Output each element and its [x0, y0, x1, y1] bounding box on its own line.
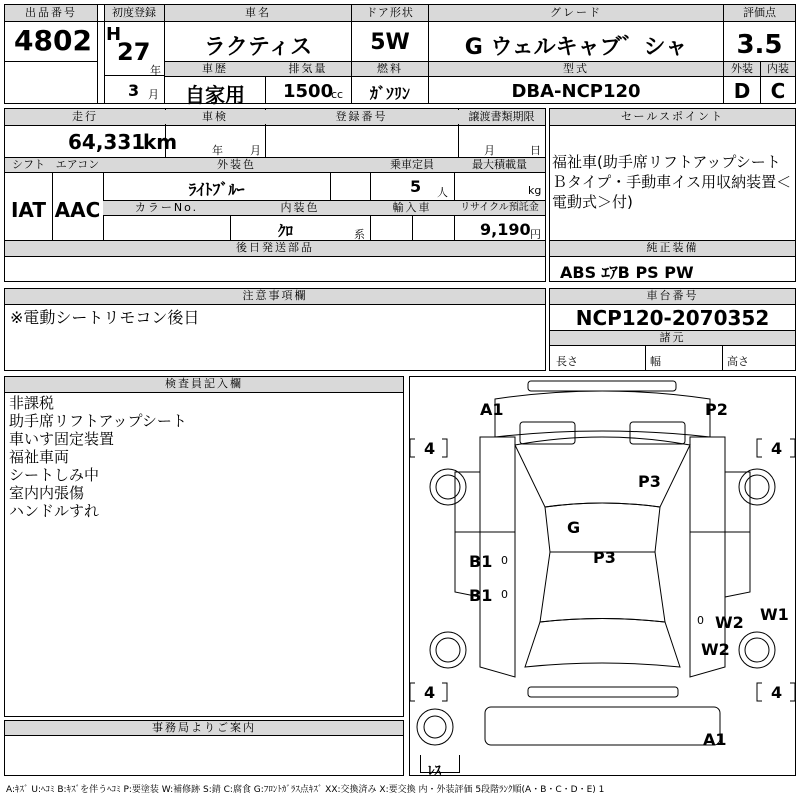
interior-color: ｸﾛ	[278, 222, 294, 240]
sales-label: セールスポイント	[550, 110, 795, 124]
office-label: 事務局よりご案内	[5, 721, 403, 735]
damage-diagram	[409, 376, 796, 779]
tire-front-left: 4	[424, 439, 436, 458]
mark-0-b: 0	[501, 588, 508, 601]
later-parts-label: 後日発送部品	[5, 241, 545, 255]
mark-0-c: 0	[697, 614, 704, 627]
recycle-label: リサイクル預託金	[454, 201, 545, 215]
fuel: ｶﾞｿﾘﾝ	[369, 84, 410, 103]
legend: A:ｷｽﾞ U:ﾍｺﾐ B:ｷｽﾞを伴うﾍｺﾐ P:要塗装 W:補修跡 S:錆 C:腐食 G:ﾌﾛﾝﾄｶﾞﾗｽ点ｷｽﾞ XX:交換済み X:要交換 内・外装評価 5段階ﾗﾝｸ順(A・B・C・D・E) 1	[6, 785, 605, 795]
color-label: 外装色	[103, 158, 370, 172]
door-label: ドア形状	[352, 6, 428, 20]
grade: G ウェルキャブ゛シャ	[464, 35, 688, 60]
transfer-label: 譲渡書類期限	[458, 110, 545, 124]
ext-label: 外装	[724, 62, 760, 76]
door-type: 5W	[370, 30, 410, 55]
lot-number: 4802	[14, 24, 92, 57]
sales-point-text: 福祉車(助手席リフトアップシートＢタイプ・手動車イス用収納装置＜電動式＞付)	[552, 153, 792, 211]
seats: 5	[410, 177, 422, 196]
int-color-unit: 系	[354, 228, 365, 241]
recycle-fee: 9,190	[480, 220, 531, 239]
score: 3.5	[736, 30, 783, 60]
inspection-label: 車検	[165, 110, 265, 124]
mark-g: G	[567, 518, 581, 537]
cc-unit: cc	[331, 88, 344, 101]
inspection-month-unit: 月	[250, 144, 261, 157]
mileage-label: 走行	[5, 110, 165, 124]
tire-rear-right: 4	[771, 683, 783, 702]
model-label: 型式	[429, 62, 723, 76]
score-label: 評価点	[724, 6, 795, 20]
spare-bracket	[420, 755, 460, 773]
shift: IAT	[10, 198, 46, 222]
mark-b1-front: B1	[469, 552, 493, 571]
lot-label: 出品番号	[5, 6, 97, 20]
inspector-label: 検査員記入欄	[5, 377, 403, 391]
month-unit: 月	[148, 88, 159, 101]
mark-a1-rear: A1	[703, 730, 727, 749]
length-label: 長さ	[556, 355, 578, 368]
attention-label: 注意事項欄	[5, 289, 545, 303]
mark-w2-right: W2	[715, 613, 744, 632]
history-label: 車歴	[165, 62, 265, 76]
mark-w2-rear: W2	[701, 640, 730, 659]
mark-p3-roof: P3	[593, 548, 616, 567]
mark-0-a: 0	[501, 554, 508, 567]
mark-w1: W1	[760, 605, 789, 624]
equipment-label: 純正装備	[550, 241, 795, 255]
regno-label: 登録番号	[265, 110, 458, 124]
first-reg-year: 27	[117, 38, 151, 66]
ac: AAC	[54, 198, 101, 222]
inspector-notes: 非課税 助手席リフトアップシート 車いす固定装置 福祉車両 シートしみ中 室内内張傷 ハンドルすれ	[9, 394, 187, 520]
seats-label: 乗車定員	[370, 158, 454, 172]
mileage: 64,331	[68, 130, 146, 154]
width-label: 幅	[650, 355, 661, 368]
ext-score: D	[733, 79, 751, 103]
ac-label: エアコン	[52, 158, 103, 172]
transfer-day-unit: 日	[530, 144, 541, 157]
shift-label: シフト	[5, 158, 52, 172]
seats-unit: 人	[437, 186, 448, 199]
tire-front-right: 4	[771, 439, 783, 458]
history: 自家用	[185, 83, 245, 107]
km-unit: km	[143, 130, 178, 154]
car-outline	[410, 377, 795, 775]
mark-p3-hood: P3	[638, 472, 661, 491]
load-label: 最大積載量	[454, 158, 545, 172]
int-label: 内装	[761, 62, 795, 76]
mark-b1-rear: B1	[469, 586, 493, 605]
model: DBA-NCP120	[511, 81, 641, 102]
spare-tire-label: ﾚｽ	[428, 764, 441, 779]
equipment: ABS ｴｱB PS PW	[560, 263, 694, 282]
displacement: 1500	[283, 81, 334, 102]
height-label: 高さ	[727, 355, 749, 368]
first-reg-month: 3	[128, 81, 140, 100]
load-unit: kg	[528, 184, 542, 197]
transfer-month-unit: 月	[484, 144, 495, 157]
int-color-label: 内装色	[230, 201, 370, 215]
exterior-color: ﾗｲﾄﾌﾞﾙｰ	[188, 180, 245, 199]
first-reg-label: 初度登録	[104, 6, 164, 20]
chassis-label: 車台番号	[550, 289, 795, 303]
era: H	[106, 24, 122, 45]
chassis-number: NCP120-2070352	[575, 306, 770, 330]
dims-label: 諸元	[550, 331, 795, 345]
car-name: ラクティス	[203, 35, 313, 60]
tire-rear-left: 4	[424, 683, 436, 702]
recycle-unit: 円	[530, 228, 541, 241]
import-label: 輸入車	[370, 201, 454, 215]
car-name-label: 車名	[165, 6, 351, 20]
year-unit: 年	[150, 64, 161, 77]
colorno-label: カラーNo.	[103, 201, 230, 215]
int-score: C	[770, 79, 786, 103]
mark-p2: P2	[705, 400, 728, 419]
displacement-label: 排気量	[265, 62, 351, 76]
grade-label: グレード	[429, 6, 723, 20]
mark-a1-front: A1	[480, 400, 504, 419]
inspection-year-unit: 年	[212, 144, 223, 157]
attention-text: ※電動シートリモコン後日	[10, 308, 200, 327]
fuel-label: 燃料	[352, 62, 428, 76]
